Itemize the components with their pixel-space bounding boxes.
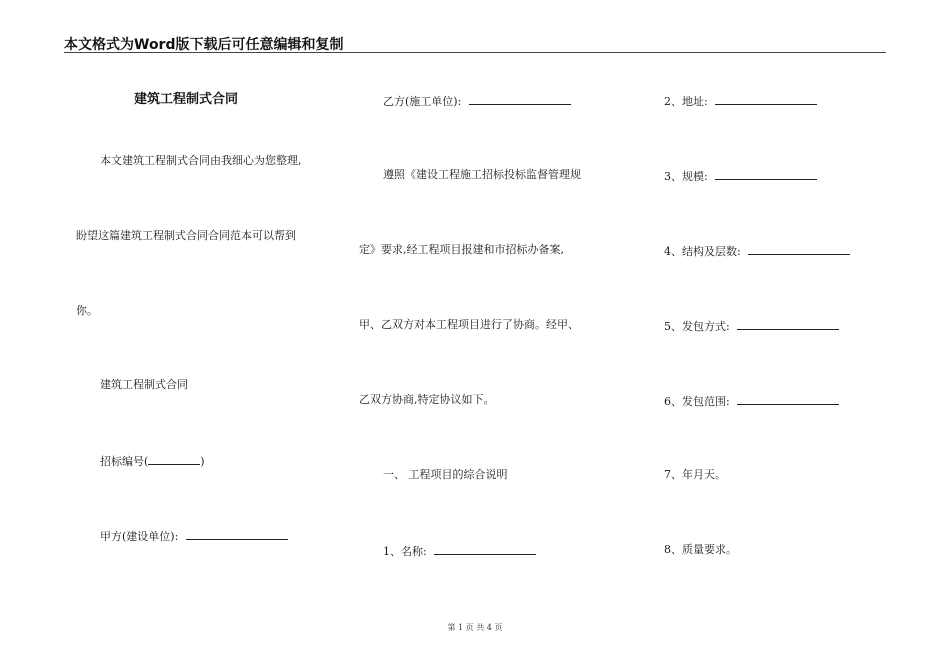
paragraph-line-2: 定》要求,经工程项目报建和市招标办备案, [359,243,564,256]
item-2-field [664,93,817,109]
item-8-line: 8、质量要求。 [664,543,737,556]
header-divider [64,52,886,53]
document-header-title: 本文格式为Word版下载后可任意编辑和复制 [64,37,344,53]
bid-number-close: ) [200,455,205,468]
section-1-heading: 一、 工程项目的综合说明 [383,468,508,481]
bid-number-field [100,453,205,469]
item-6-label: 6、发包范围: [664,395,730,408]
party-a-label: 甲方(建设单位): [100,530,179,543]
item-7-line: 7、年月天。 [664,468,726,481]
document-title: 建筑工程制式合同 [134,92,239,107]
party-a-blank [186,528,288,540]
page-number-footer: 第 1 页 共 4 页 [447,623,503,632]
party-b-label: 乙方(施工单位): [383,95,462,108]
item-1-blank [434,543,536,555]
intro-line-1: 本文建筑工程制式合同由我细心为您整理, [100,154,302,167]
bid-number-label: 招标编号( [100,455,149,468]
party-b-blank [469,93,571,105]
item-2-blank [715,93,817,105]
item-5-label: 5、发包方式: [664,320,730,333]
item-5-blank [737,318,839,330]
party-a-field [100,528,288,544]
item-1-label: 1、名称: [383,545,427,558]
intro-line-2: 盼望这篇建筑工程制式合同合同范本可以帮到 [76,229,296,242]
contract-name: 建筑工程制式合同 [100,378,188,391]
item-6-blank [737,393,839,405]
item-5-field [664,318,839,334]
paragraph-line-1: 遵照《建设工程施工招标投标监督管理规 [383,168,581,181]
item-6-field [664,393,839,409]
item-3-label: 3、规模: [664,170,708,183]
item-4-blank [748,243,850,255]
item-1-field [383,543,536,559]
item-3-blank [715,168,817,180]
item-2-label: 2、地址: [664,95,708,108]
item-3-field [664,168,817,184]
item-4-label: 4、结构及层数: [664,245,741,258]
paragraph-line-4: 乙双方协商,特定协议如下。 [359,393,495,406]
party-b-field [383,93,571,109]
item-4-field [664,243,850,259]
paragraph-line-3: 甲、乙双方对本工程项目进行了协商。经甲、 [359,318,579,331]
bid-number-blank [148,453,200,465]
intro-line-3: 你。 [76,304,98,317]
